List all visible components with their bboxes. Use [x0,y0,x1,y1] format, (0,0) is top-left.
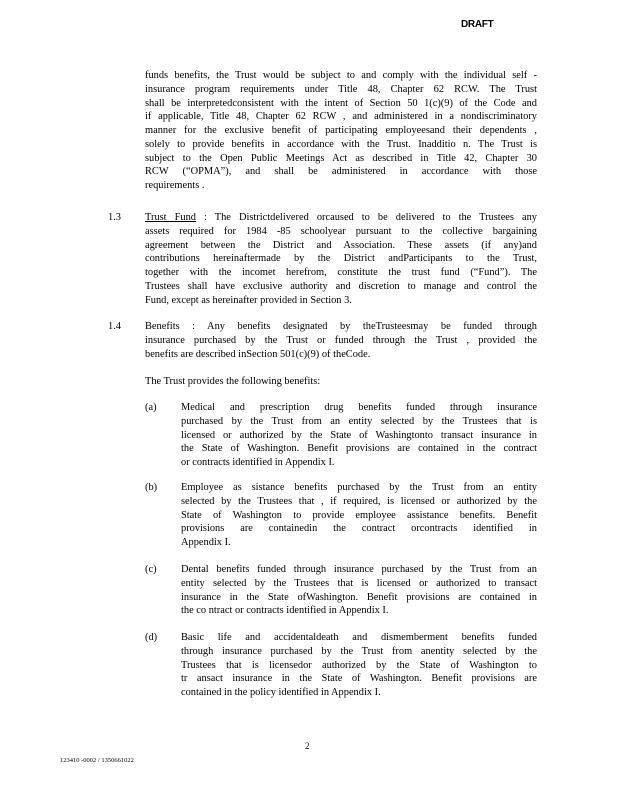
intro-line: insurance program requirements under Title 48, Chapter 62 RCW. The Trust [145,83,537,95]
item-b-line: Appendix I. [181,537,231,548]
item-d-line: Basic life and accidentaldeath and dismemberment benefits funded [181,632,537,643]
document-id: 123410 -0002 / 1350661022 [60,757,134,764]
item-c-line: insurance in the State ofWashington. Benefit provisions are contained in [181,591,537,603]
intro-line: manner for the exclusive benefit of participating employeesand their dependents , [145,125,537,136]
item-c-line: Dental benefits funded through insurance purchased by the Trust from an [181,564,537,575]
item-a-line: or contracts identified in Appendix I. [181,457,335,468]
section-1-4-line: benefits are described inSection 501(c)(9) of theCode. [145,348,371,360]
section-1-3-line: together with the incomet herefrom, constitute the trust fund (“Fund”). The [145,267,537,278]
section-1-3-line: assets required for 1984 -85 schoolyear pursuant to the collective bargaining [145,225,537,237]
section-1-3-first-line-rest: : The Districtdelivered orcaused to be delivered to the Trustees any [195,212,537,223]
draft-label: DRAFT [461,19,494,30]
intro-line: funds benefits, the Trust would be subject to and comply with the individual self - [145,70,537,81]
intro-line: subject to the Open Public Meetings Act as described in Title 42, Chapter 30 [145,152,537,164]
item-c-line: the co ntract or contracts identified in Appendix I. [181,605,389,617]
section-1-3-line: Fund, except as hereinafter provided in Section 3. [145,294,352,306]
item-a-line: the State of Washington. Benefit provisions are contained in the contract [181,443,537,455]
trust-fund-heading: Trust Fund [145,212,196,223]
section-1-3-line: agreement between the District and Association. These assets (if any)and [145,239,537,251]
section-1-4-line: insurance purchased by the Trust or funded through the Trust , provided the [145,334,537,346]
item-label-d: (d) [145,632,158,643]
section-1-4-line: Benefits : Any benefits designated by theTrusteesmay be funded through [145,321,537,332]
item-c-paragraph [181,563,537,618]
intro-line: requirements . [145,180,205,191]
item-d-line: through insurance purchased by the Trust from anentity selected by the [181,645,537,657]
item-d-paragraph [181,631,537,700]
item-c-line: entity selected by the Trustees that is licensed or authorized to transact [181,577,537,589]
item-a-line: purchased by the Trust from an entity selected by the Trustees that is [181,415,537,427]
section-1-3-first-line [145,211,537,225]
page-number: 2 [305,741,310,751]
item-b-line: provisions are containedin the contract orcontracts identified in [181,523,537,535]
section-1-3-line: Trustees shall have exclusive authority and discretion to manage and control the [145,280,537,292]
section-1-3-paragraph [145,211,537,307]
section-1-3-line: contributions hereinaftermade by the District andParticipants to the Trust, [145,253,537,265]
item-b-paragraph [181,481,537,550]
trust-provides-line: The Trust provides the following benefits: [145,376,321,387]
intro-line: if applicable, Title 48, Chapter 62 RCW , and administered in a nondiscriminatory [145,111,537,123]
item-label-a: (a) [145,402,157,413]
intro-line: shall be interpretedconsistent with the intent of Section 50 1(c)(9) of the Code and [145,97,537,109]
item-d-line: contained in the policy identified in Appendix I. [181,687,381,698]
item-a-line: licensed or authorized by the State of Washingtonto transact insurance in [181,429,537,441]
item-d-line: tr ansact insurance in the State of Washington. Benefit provisions are [181,673,537,685]
item-d-line: Trustees that is licensedor authorized by the State of Washington to [181,659,537,671]
section-number-1-3: 1.3 [108,212,121,223]
item-label-b: (b) [145,482,158,493]
item-a-line: Medical and prescription drug benefits funded through insurance [181,402,537,413]
item-b-line: State of Washington to provide employee assistance benefits. Benefit [181,509,537,521]
item-b-line: Employee as sistance benefits purchased by the Trust from an entity [181,482,537,493]
item-b-line: selected by the Trustees that , if required, is licensed or authorized by the [181,495,537,507]
intro-line: RCW (“OPMA”), and shall be administered in accordance with those [145,166,537,178]
item-label-c: (c) [145,564,157,575]
section-number-1-4: 1.4 [108,321,121,332]
section-1-4-paragraph [145,320,537,361]
intro-line: solely to provide benefits in accordance with the Trust. Inadditio n. The Trust is [145,138,537,150]
item-a-paragraph [181,401,537,470]
intro-paragraph [145,69,537,193]
